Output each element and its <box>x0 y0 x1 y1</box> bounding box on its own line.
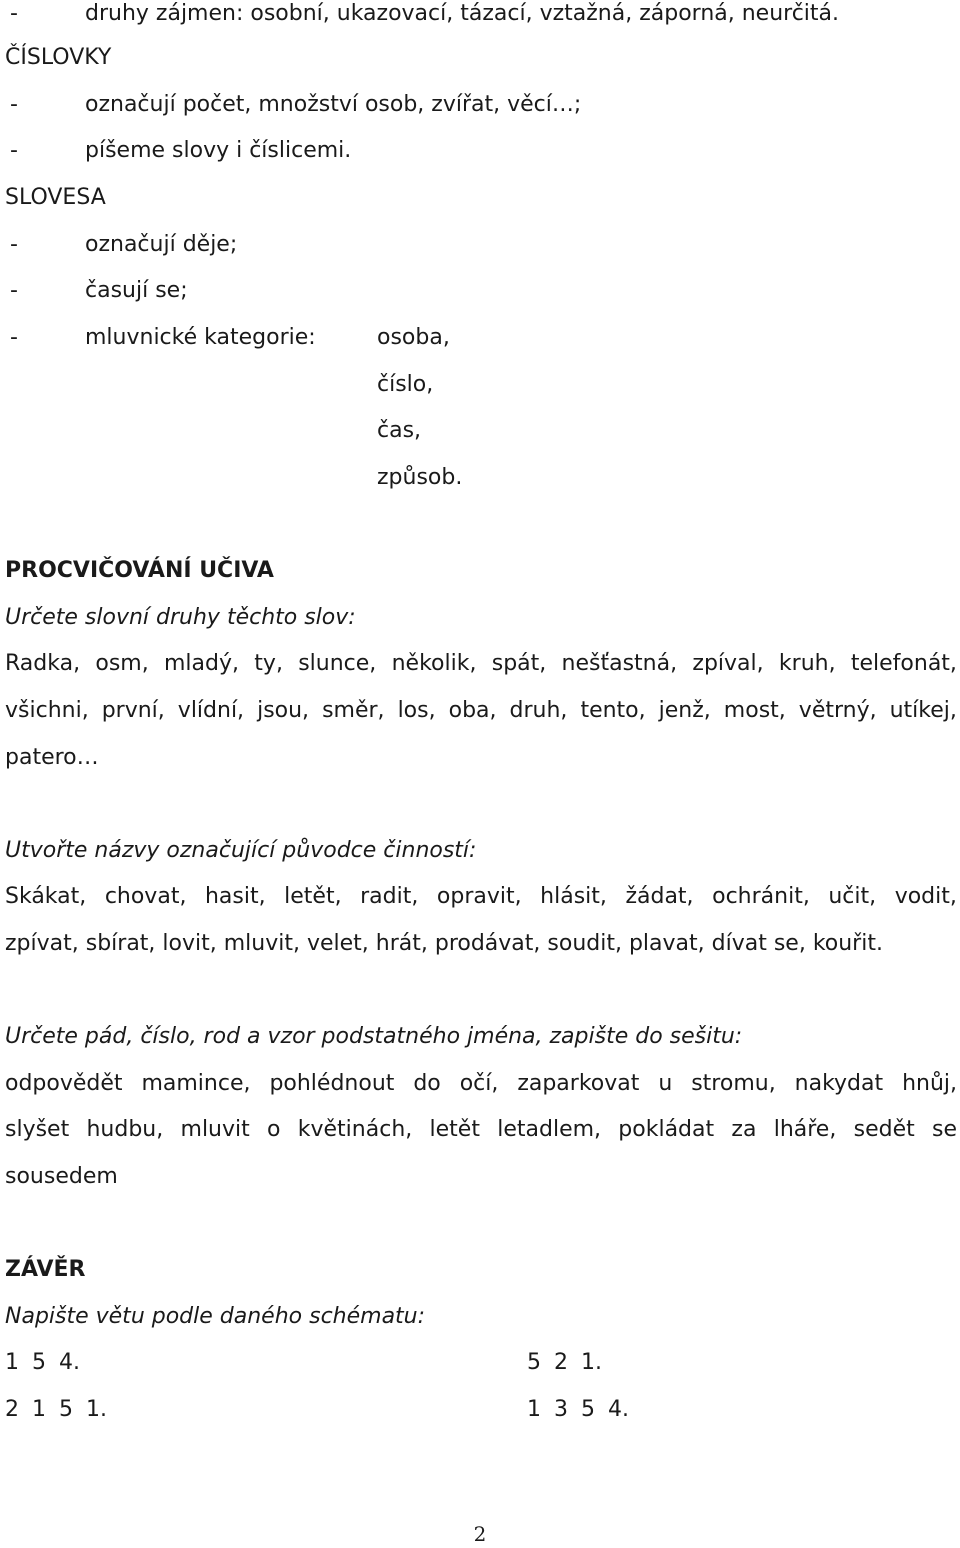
word: všichni, <box>5 698 89 723</box>
bullet-dash: - <box>10 92 18 117</box>
task2-line-2: zpívat, sbírat, lovit, mluvit, velet, hrát, prodávat, soudit, plavat, dívat se, kouřit. <box>5 931 883 956</box>
word: jsou, <box>257 698 310 723</box>
word: květinách, <box>297 1117 413 1142</box>
scheme-2-right: 1 3 5 4. <box>527 1397 629 1422</box>
bullet-dash: - <box>10 138 18 163</box>
task1-line-3: patero… <box>5 745 99 770</box>
bullet-text: mluvnické kategorie: <box>85 325 316 350</box>
cislovky-heading: ČÍSLOVKY <box>5 45 112 70</box>
word: nešťastná, <box>561 651 678 676</box>
word: Radka, <box>5 651 81 676</box>
word: letět, <box>284 884 342 909</box>
word: slyšet <box>5 1117 70 1142</box>
word: mladý, <box>164 651 240 676</box>
word: odpovědět <box>5 1071 123 1096</box>
category-cas: čas, <box>377 418 422 443</box>
category-osoba: osoba, <box>377 325 450 350</box>
word: tento, <box>580 698 646 723</box>
word: Skákat, <box>5 884 87 909</box>
task3-line-3: sousedem <box>5 1164 118 1189</box>
word: osm, <box>95 651 149 676</box>
scheme-1-left: 1 5 4. <box>5 1350 80 1375</box>
bullet-text: časují se; <box>85 278 188 303</box>
task2-prompt: Utvořte názvy označující původce činností: <box>5 838 477 863</box>
category-cislo: číslo, <box>377 372 434 397</box>
word: mluvit <box>180 1117 250 1142</box>
word: očí, <box>459 1071 499 1096</box>
bullet-text: označují počet, množství osob, zvířat, věcí…; <box>85 92 582 117</box>
word: druh, <box>509 698 568 723</box>
task1-line-1 <box>5 650 957 678</box>
word: sedět <box>853 1117 915 1142</box>
word: větrný, <box>798 698 877 723</box>
word: o <box>267 1117 281 1142</box>
word: mamince, <box>141 1071 251 1096</box>
task2-line-1 <box>5 883 957 911</box>
word: ty, <box>254 651 283 676</box>
practice-heading: PROCVIČOVÁNÍ UČIVA <box>5 558 274 583</box>
word: lháře, <box>773 1117 837 1142</box>
word: zpíval, <box>692 651 764 676</box>
word: žádat, <box>625 884 694 909</box>
word: letadlem, <box>497 1117 602 1142</box>
bullet-dash: - <box>10 278 18 303</box>
word: vodit, <box>894 884 957 909</box>
word: ochránit, <box>712 884 810 909</box>
word: do <box>413 1071 441 1096</box>
word: spát, <box>491 651 547 676</box>
category-zpusob: způsob. <box>377 465 463 490</box>
word: pokládat <box>618 1117 715 1142</box>
word: kruh, <box>778 651 836 676</box>
conclusion-prompt: Napište větu podle daného schématu: <box>5 1304 426 1329</box>
conclusion-heading: ZÁVĚR <box>5 1257 86 1282</box>
word: los, <box>397 698 436 723</box>
page-number: 2 <box>473 1522 487 1546</box>
word: se <box>932 1117 957 1142</box>
task1-line-2 <box>5 697 957 725</box>
word: několik, <box>391 651 477 676</box>
word: stromu, <box>691 1071 776 1096</box>
word: učit, <box>828 884 877 909</box>
word: jenž, <box>658 698 711 723</box>
word: za <box>731 1117 757 1142</box>
word: nakydat <box>794 1071 884 1096</box>
word: letět <box>429 1117 480 1142</box>
bullet-text: označují děje; <box>85 232 238 257</box>
word: vlídní, <box>177 698 245 723</box>
word: utíkej, <box>889 698 957 723</box>
slovesa-heading: SLOVESA <box>5 185 106 210</box>
bullet-text: píšeme slovy i číslicemi. <box>85 138 352 163</box>
task1-prompt: Určete slovní druhy těchto slov: <box>5 605 356 630</box>
word: zaparkovat <box>517 1071 640 1096</box>
word: hlásit, <box>540 884 607 909</box>
word: chovat, <box>104 884 187 909</box>
scheme-1-right: 5 2 1. <box>527 1350 602 1375</box>
scheme-2-left: 2 1 5 1. <box>5 1397 107 1422</box>
word: opravit, <box>436 884 522 909</box>
bullet-dash: - <box>10 1 18 26</box>
word: oba, <box>448 698 497 723</box>
word: směr, <box>322 698 385 723</box>
bullet-dash: - <box>10 325 18 350</box>
word: telefonát, <box>850 651 957 676</box>
task3-prompt: Určete pád, číslo, rod a vzor podstatného jména, zapište do sešitu: <box>5 1024 743 1049</box>
word: radit, <box>360 884 419 909</box>
word: pohlédnout <box>269 1071 395 1096</box>
task3-line-1 <box>5 1070 957 1098</box>
word: slunce, <box>298 651 377 676</box>
word: u <box>658 1071 673 1096</box>
task3-line-2 <box>5 1116 957 1144</box>
word: hudbu, <box>86 1117 164 1142</box>
bullet-dash: - <box>10 232 18 257</box>
word: hnůj, <box>902 1071 957 1096</box>
word: hasit, <box>204 884 266 909</box>
pronoun-types-text: druhy zájmen: osobní, ukazovací, tázací, vztažná, záporná, neurčitá. <box>85 1 840 26</box>
word: první, <box>101 698 165 723</box>
word: most, <box>723 698 786 723</box>
